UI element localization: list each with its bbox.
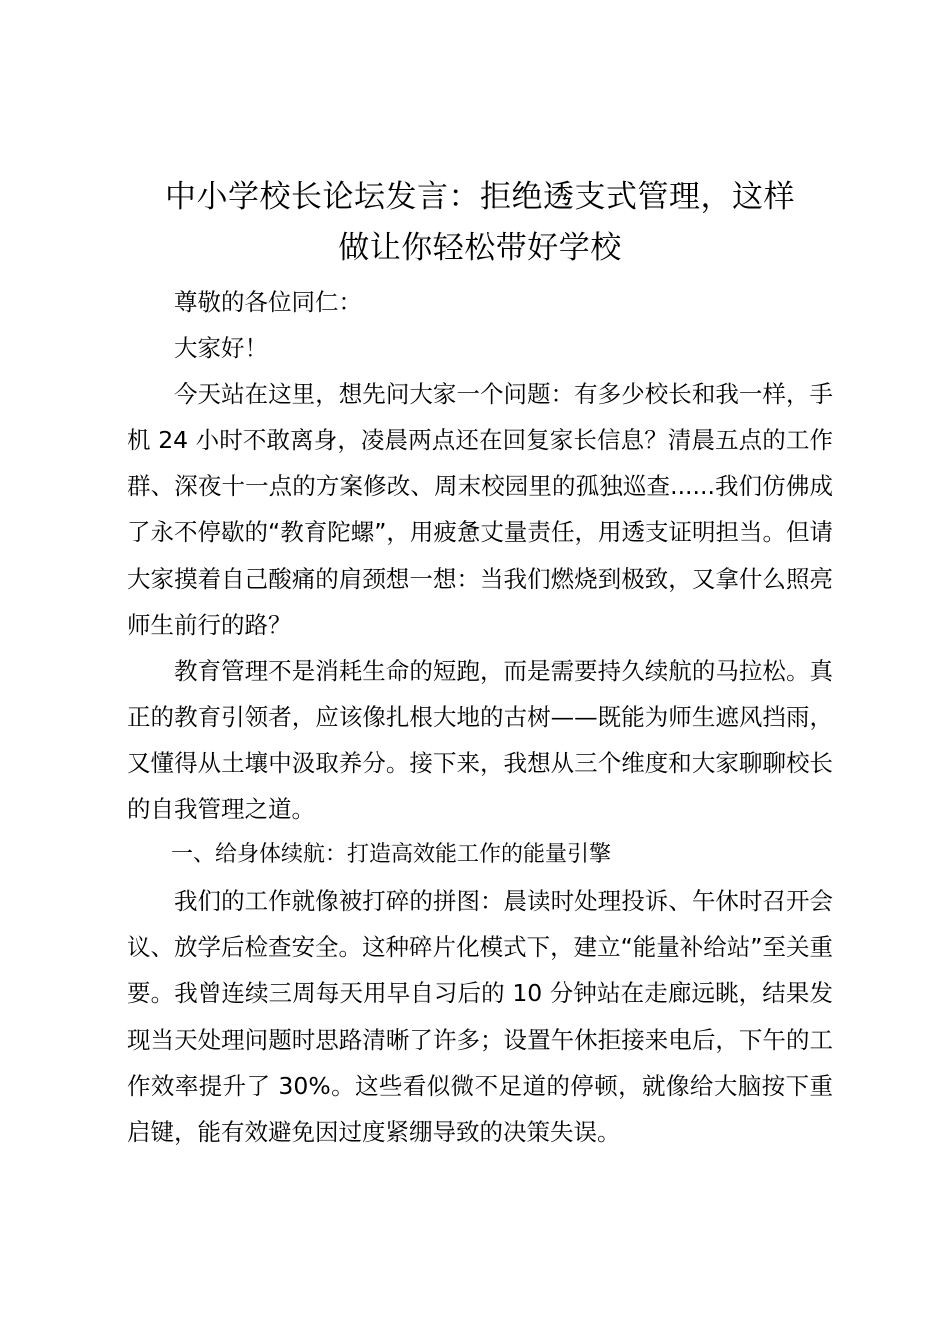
title-line-1: 中小学校长论坛发言：拒绝透支式管理，这样 — [165, 179, 795, 215]
document-page — [127, 172, 833, 1155]
paragraph-marathon: 教育管理不是消耗生命的短跑，而是需要持久续航的马拉松。真正的教育引领者，应该像扎根大地的古树——既能为师生遮风挡雨，又懂得从土壤中汲取养分。接下来，我想从三个维度和大家聊聊校长的自我管理之道。 — [127, 656, 833, 824]
document-title — [127, 172, 833, 274]
section-1-paragraph: 我们的工作就像被打碎的拼图：晨读时处理投诉、午休时召开会议、放学后检查安全。这种碎片化模式下，建立“能量补给站”至关重要。我曾连续三周每天用早自习后的 10 分钟站在走廊远眺，结果发现当天处理问题时思路清晰了许多；设置午休拒接来电后，下午的工作效率提升了 30%。这些看似微不足道的停顿，就像给大脑按下重启键，能有效避免因过度紧绷导致的决策失误。 — [127, 887, 833, 1146]
title-line-2: 做让你轻松带好学校 — [338, 230, 622, 266]
greeting: 大家好！ — [174, 334, 268, 363]
document-body — [127, 279, 833, 1155]
section-heading-1: 一、给身体续航：打造高效能工作的能量引擎 — [171, 842, 612, 868]
paragraph-intro: 今天站在这里，想先问大家一个问题：有多少校长和我一样，手机 24 小时不敢离身，凌晨两点还在回复家长信息？清晨五点的工作群、深夜十一点的方案修改、周末校园里的孤独巡查......我们仿佛成了永不停歇的“教育陀螺”，用疲惫丈量责任，用透支证明担当。但请大家摸着自己酸痛的肩颈想一想：当我们燃烧到极致，又拿什么照亮师生前行的路？ — [127, 380, 833, 639]
salutation: 尊敬的各位同仁： — [174, 288, 362, 316]
